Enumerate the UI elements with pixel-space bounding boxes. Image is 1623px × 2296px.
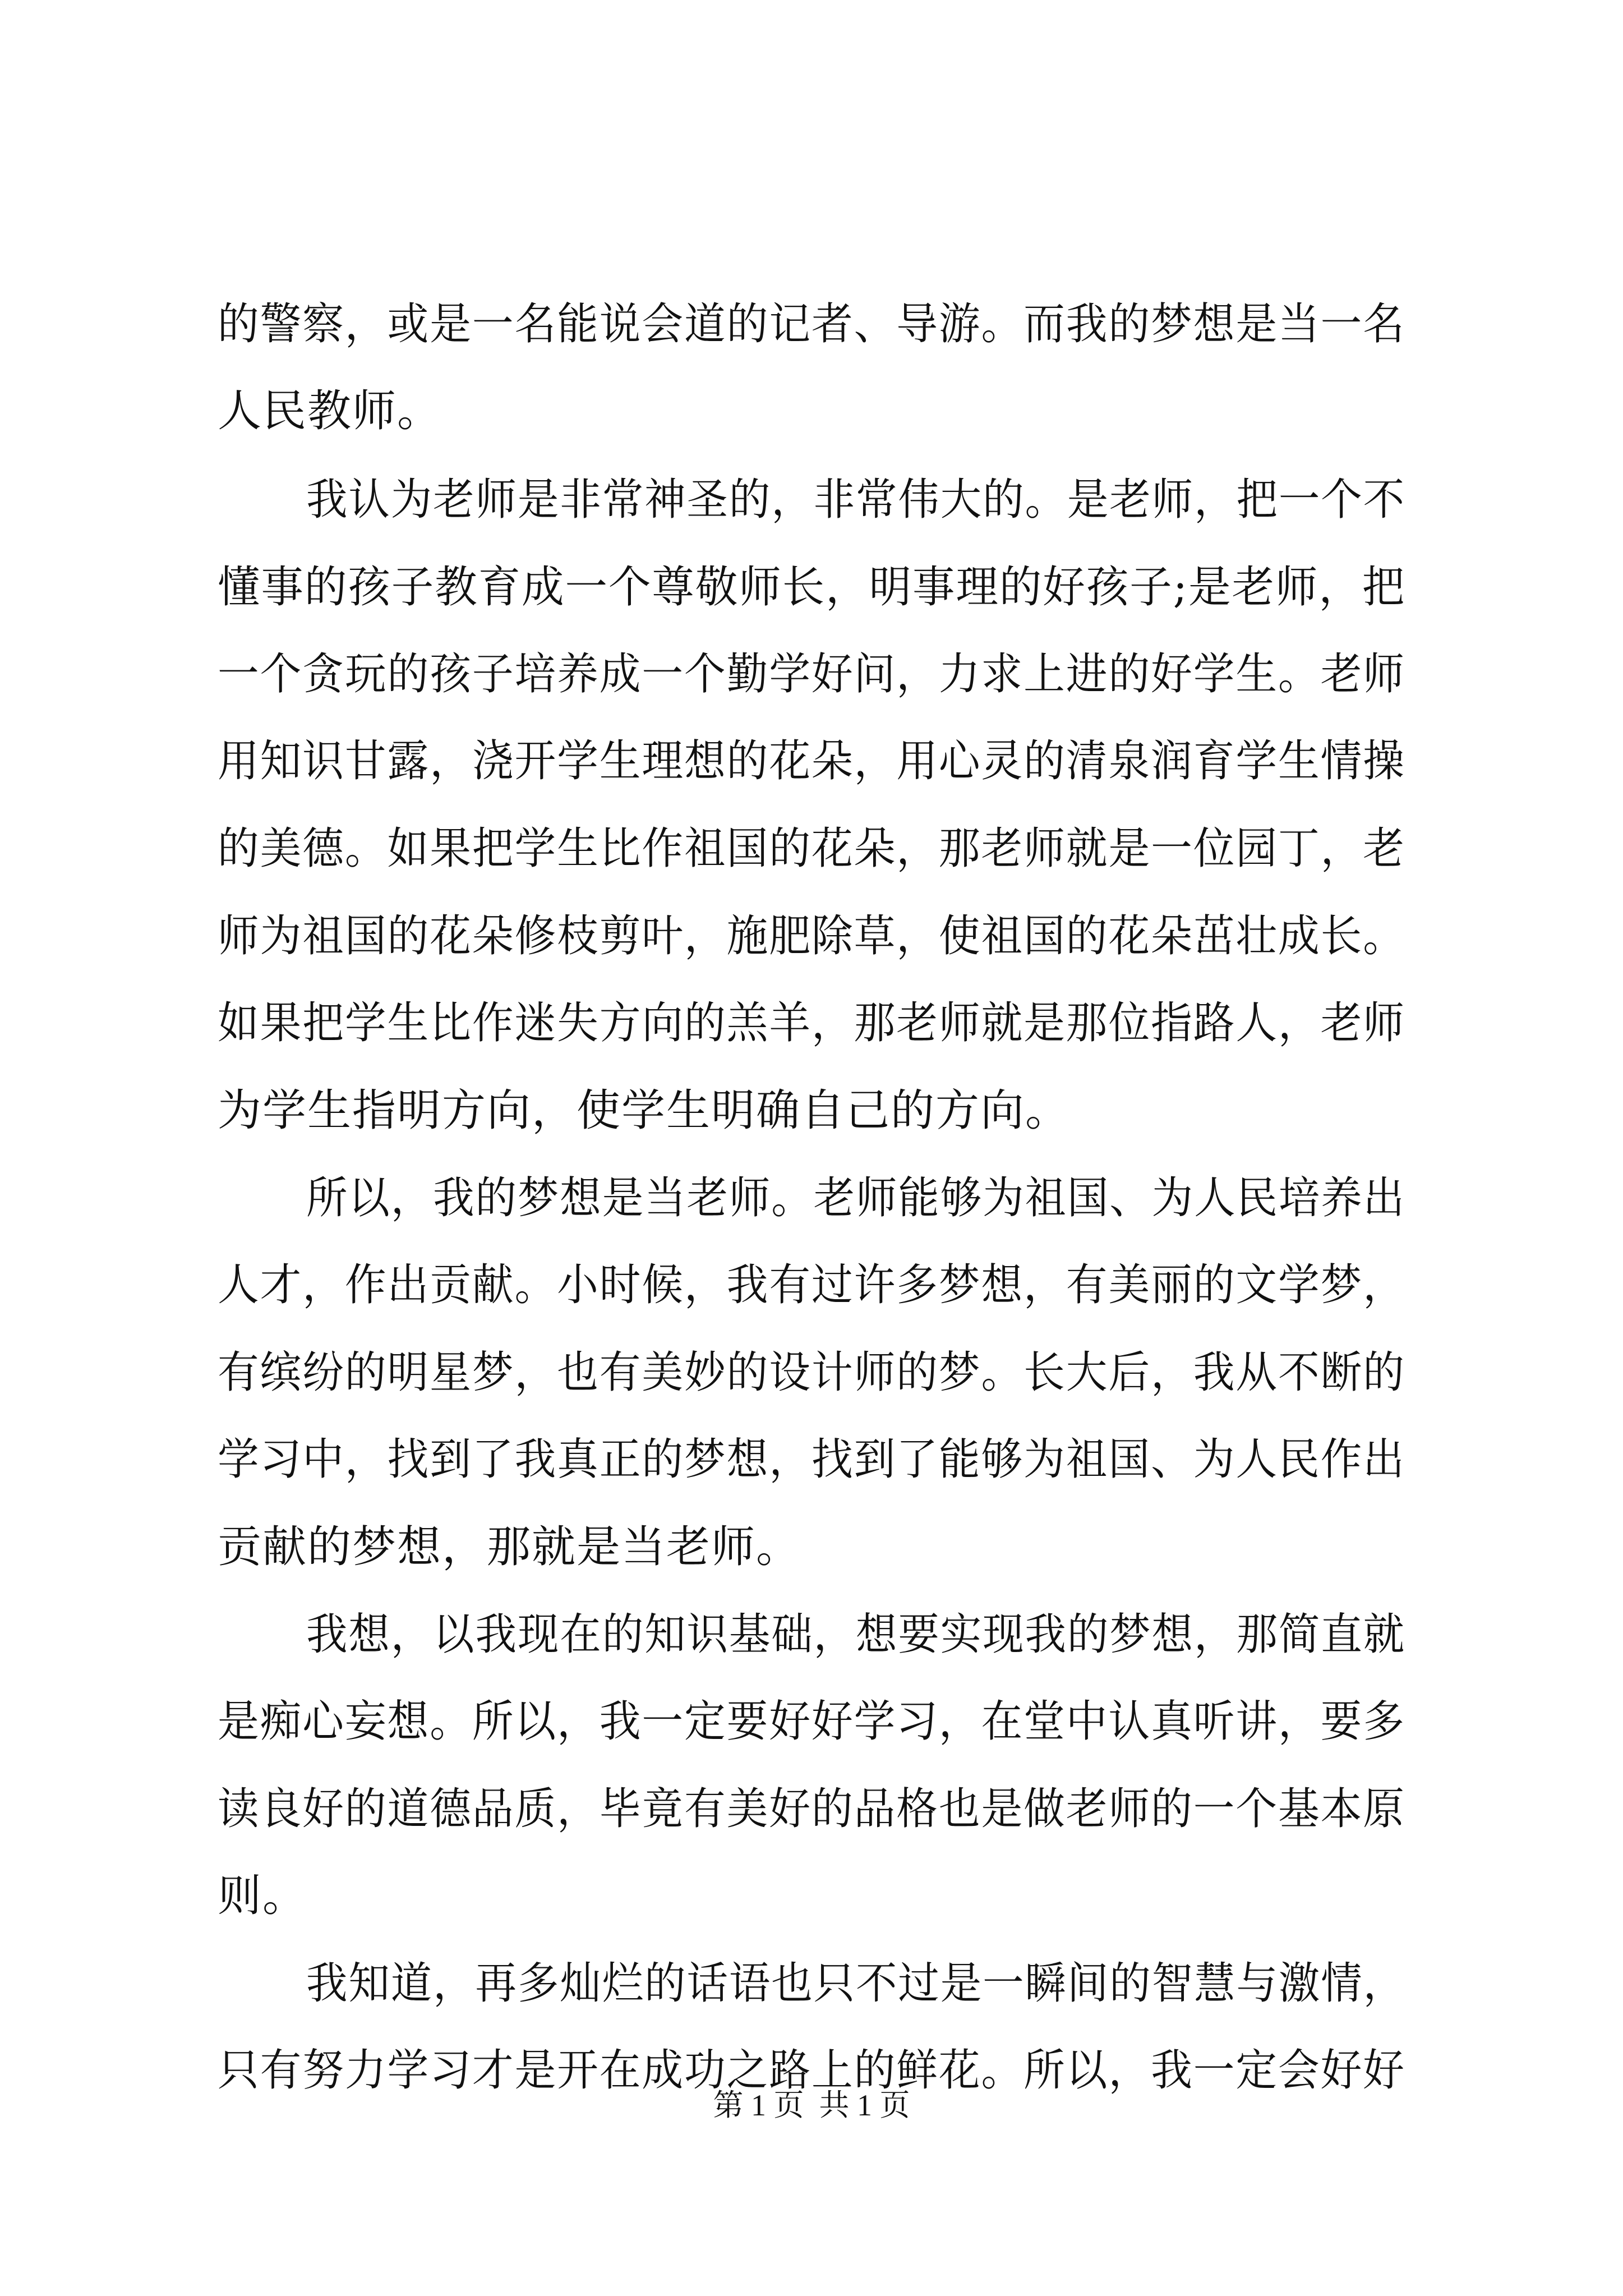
text-line: 读良好的道德品质，毕竟有美好的品格也是做老师的一个基本原 (218, 1784, 1405, 1834)
text-line: 我认为老师是非常神圣的，非常伟大的。是老师，把一个不 (306, 475, 1405, 525)
text-line: 是痴心妄想。所以，我一定要好好学习，在堂中认真听讲，要多 (218, 1696, 1405, 1747)
text-line: 人才，作出贡献。小时候，我有过许多梦想，有美丽的文学梦， (218, 1260, 1405, 1310)
text-line: 人民教师。 (218, 386, 442, 436)
text-line: 我知道，再多灿烂的话语也只不过是一瞬间的智慧与激情， (306, 1958, 1405, 2009)
text-line: 我想，以我现在的知识基础，想要实现我的梦想，那简直就 (306, 1609, 1405, 1660)
text-line: 师为祖国的花朵修枝剪叶，施肥除草，使祖国的花朵茁壮成长。 (218, 911, 1405, 961)
text-line: 的美德。如果把学生比作祖国的花朵，那老师就是一位园丁，老 (218, 823, 1405, 874)
text-line: 贡献的梦想，那就是当老师。 (218, 1522, 801, 1572)
text-line: 则。 (218, 1871, 308, 1921)
text-line: 有缤纷的明星梦，也有美妙的设计师的梦。长大后，我从不断的 (218, 1347, 1405, 1398)
text-line: 的警察，或是一名能说会道的记者、导游。而我的梦想是当一名 (218, 299, 1405, 349)
text-line: 所以，我的梦想是当老师。老师能够为祖国、为人民培养出 (306, 1173, 1405, 1223)
text-line: 如果把学生比作迷失方向的羔羊，那老师就是那位指路人，老师 (218, 998, 1405, 1048)
text-line: 只有努力学习才是开在成功之路上的鲜花。所以，我一定会好好 (218, 2045, 1405, 2096)
text-line: 懂事的孩子教育成一个尊敬师长，明事理的好孩子;是老师，把 (218, 562, 1406, 613)
text-line: 学习中，找到了我真正的梦想，找到了能够为祖国、为人民作出 (218, 1434, 1405, 1485)
page-number-footer: 第 1 页 共 1 页 (713, 2088, 910, 2122)
text-line: 为学生指明方向，使学生明确自己的方向。 (218, 1085, 1071, 1136)
text-line: 一个贪玩的孩子培养成一个勤学好问，力求上进的好学生。老师 (218, 649, 1405, 700)
text-line: 用知识甘露，浇开学生理想的花朵，用心灵的清泉润育学生情操 (218, 736, 1405, 786)
